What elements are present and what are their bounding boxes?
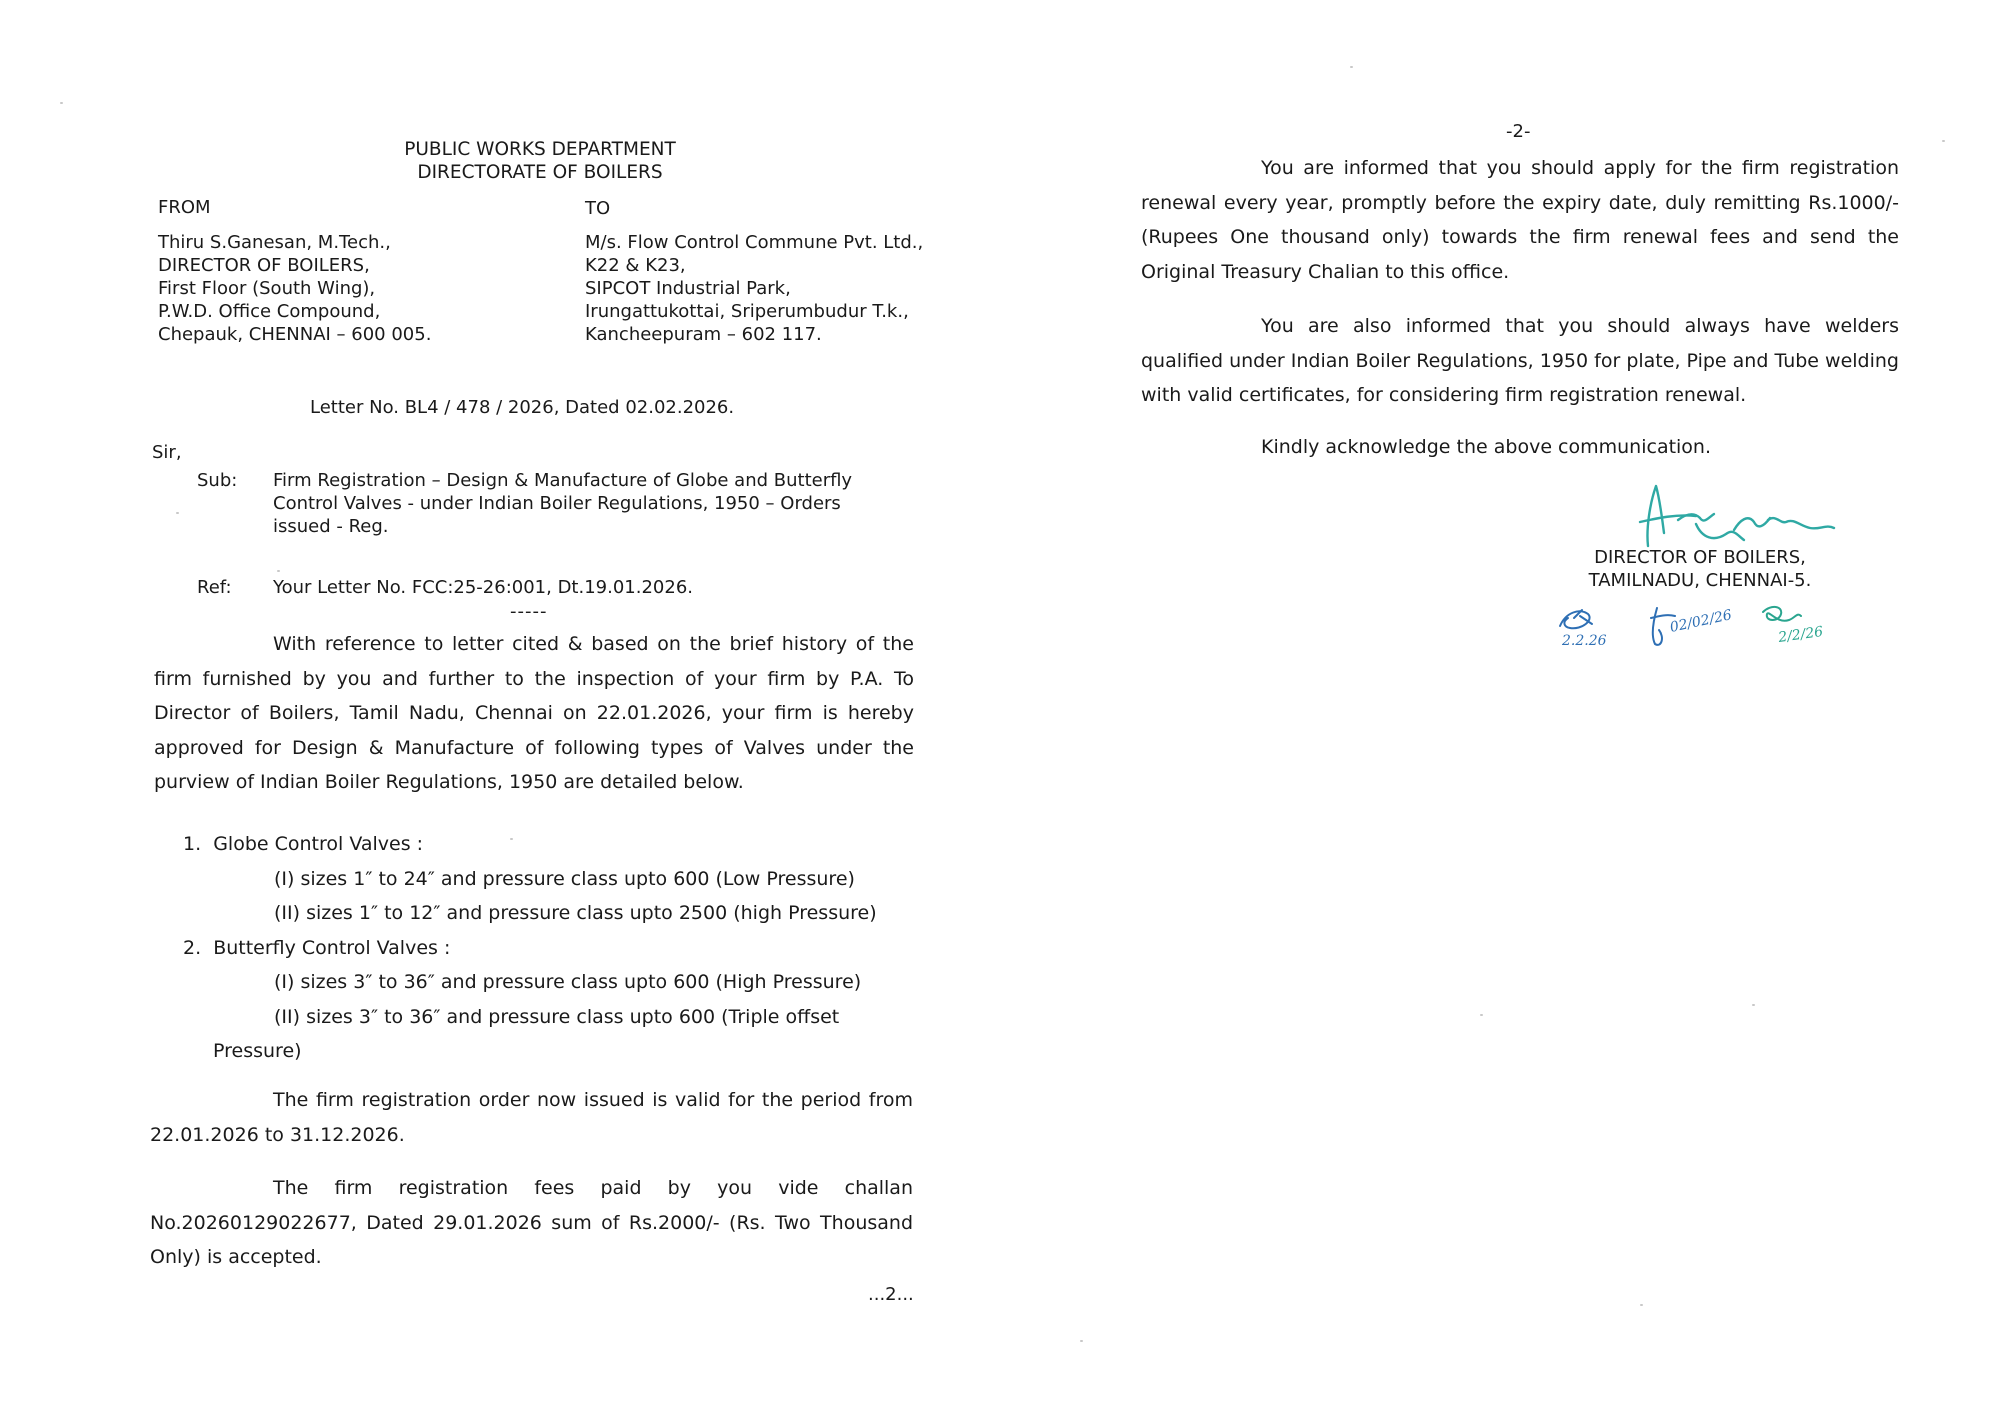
- subject-text: [273, 469, 852, 538]
- acknowledge-line: Kindly acknowledge the above communication.: [1261, 436, 1712, 458]
- fees-paragraph: The firm registration fees paid by you vide challan No.20260129022677, Dated 29.01.2026 sum of Rs.2000/- (Rs. Two Thousand Only) is accepted.: [150, 1177, 913, 1268]
- scan-speck: [1942, 140, 1945, 142]
- to-address-line: M/s. Flow Control Commune Pvt. Ltd.,: [585, 232, 924, 253]
- initials-1: [1552, 600, 1622, 655]
- signatory-block: [1560, 546, 1840, 592]
- scan-speck: [1640, 1304, 1643, 1306]
- valve-item-number: 2.: [183, 936, 202, 959]
- reference-text: Your Letter No. FCC:25-26:001, Dt.19.01.2026.: [273, 577, 693, 598]
- signatory-title: DIRECTOR OF BOILERS,: [1594, 547, 1806, 568]
- from-address-line: P.W.D. Office Compound,: [158, 301, 381, 322]
- scan-speck: [1752, 1004, 1755, 1006]
- to-address-line: K22 & K23,: [585, 255, 686, 276]
- subject-line: Control Valves - under Indian Boiler Regulations, 1950 – Orders: [273, 493, 841, 514]
- valve-sub-item: (I) sizes 3″ to 36″ and pressure class upto 600 (High Pressure): [274, 971, 862, 993]
- from-address-line: First Floor (South Wing),: [158, 278, 376, 299]
- subject-line: issued - Reg.: [273, 516, 389, 537]
- from-address-line: DIRECTOR OF BOILERS,: [158, 255, 370, 276]
- scan-speck: [1480, 1014, 1483, 1016]
- valve-sub-item: (II) sizes 3″ to 36″ and pressure class upto 600 (Triple offset: [274, 1005, 840, 1028]
- body-paragraph: With reference to letter cited & based on the brief history of the firm furnished by you and further to the inspection of your firm by P.A. To Director of Boilers, Tamil Nadu, Chennai on 22.01.2026, your firm is hereby approved for Design & Manufacture of following types of Valves under the purview of Indian Boiler Regulations, 1950 are detailed below.: [154, 633, 914, 793]
- from-address: [158, 231, 431, 346]
- valve-item-title: Globe Control Valves :: [213, 833, 424, 855]
- initials-1-date: 2.2.26: [1562, 633, 1607, 649]
- initials-2-date: 02/02/26: [1668, 607, 1734, 636]
- subject-label: Sub:: [197, 470, 238, 491]
- valve-sub-item-continuation: Pressure): [213, 1040, 302, 1062]
- from-address-line: Chepauk, CHENNAI – 600 005.: [158, 324, 432, 345]
- subject-line: Firm Registration – Design & Manufacture of Globe and Butterfly: [273, 470, 853, 491]
- to-address-line: Kancheepuram – 602 117.: [585, 324, 822, 345]
- page-number: -2-: [1506, 121, 1531, 142]
- validity-paragraph: The firm registration order now issued is valid for the period from 22.01.2026 to 31.12.2026.: [150, 1089, 913, 1146]
- scan-speck: [1350, 66, 1353, 68]
- to-address: [585, 231, 923, 346]
- scan-speck: [1080, 1340, 1083, 1342]
- scan-speck: [176, 512, 179, 514]
- valve-sub-item: (I) sizes 1″ to 24″ and pressure class upto 600 (Low Pressure): [274, 867, 855, 890]
- separator: -----: [510, 601, 548, 622]
- from-label: FROM: [158, 197, 211, 218]
- valve-item: [183, 827, 923, 862]
- valve-item-title: Butterfly Control Valves :: [213, 936, 451, 959]
- scan-speck: [510, 838, 513, 840]
- valve-list: [183, 827, 923, 1069]
- department-header: [300, 138, 780, 184]
- renewal-paragraph: You are informed that you should apply for the firm registration renewal every year, promptly before the expiry date, duly remitting Rs.1000/- (Rupees One thousand only) towards the firm renewal fees and send the Original Treasury Chalian to this office.: [1141, 157, 1899, 283]
- signatory-location: TAMILNADU, CHENNAI-5.: [1588, 570, 1812, 591]
- to-address-line: Irungattukottai, Sriperumbudur T.k.,: [585, 301, 909, 322]
- letter-number: Letter No. BL4 / 478 / 2026, Dated 02.02.2026.: [310, 397, 735, 418]
- from-address-line: Thiru S.Ganesan, M.Tech.,: [158, 232, 391, 253]
- directorate-name: DIRECTORATE OF BOILERS: [417, 162, 663, 183]
- scan-speck: [277, 570, 280, 572]
- to-label: TO: [585, 198, 611, 219]
- valve-item-number: 1.: [183, 833, 202, 855]
- page-continued-marker: ...2...: [868, 1284, 914, 1305]
- initials-3-date: 2/2/26: [1777, 623, 1825, 646]
- valve-item: [183, 931, 923, 966]
- initials-3: [1755, 598, 1835, 658]
- salutation: Sir,: [152, 442, 182, 463]
- welders-paragraph: You are also informed that you should always have welders qualified under Indian Boiler Regulations, 1950 for plate, Pipe and Tube welding with valid certificates, for considering firm registration renewal.: [1141, 315, 1899, 406]
- reference-label: Ref:: [197, 577, 232, 598]
- initials-2: [1645, 600, 1735, 655]
- to-address-line: SIPCOT Industrial Park,: [585, 278, 791, 299]
- department-name: PUBLIC WORKS DEPARTMENT: [404, 139, 676, 160]
- scan-speck: [60, 102, 63, 104]
- valve-sub-item: (II) sizes 1″ to 12″ and pressure class upto 2500 (high Pressure): [274, 902, 877, 924]
